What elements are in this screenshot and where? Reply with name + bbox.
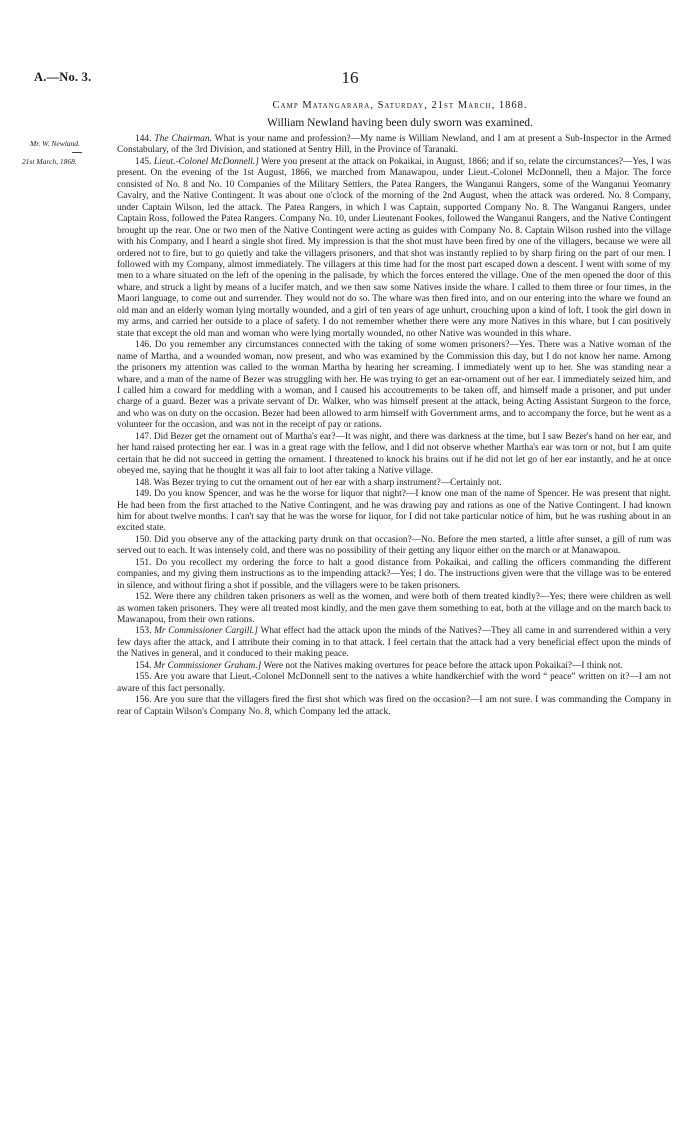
question-number: 151. — [135, 557, 156, 568]
paragraph-text: Do you recollect my ordering the force to halt a good distance from Pokaikai, and calling the officers commanding the different companies, and my giving them instructions as to the impending attack?—Yes; I do. The instructions given were that the village was to be entered in silence, and without firing a shot if possible, and the villagers were to be taken prisoners. — [117, 557, 671, 591]
question-number: 146. — [135, 340, 155, 351]
paragraph-text: Were not the Natives making overtures for peace before the attack upon Pokaikai?—I think not. — [263, 660, 623, 671]
paragraph-text: Were you present at the attack on Pokaikai, in August, 1866; and if so, relate the circumstances?—Yes, I was present. On the evening of the 1st August, 1866, we marched from Manawapou, under Lieut.-Colonel McDonnell, then a Major. The force consisted of No. 8 and No. 10 Companies of the Military Settlers, the Patea Rangers, the Wanganui Rangers, some of the Wanganui Yeomanry Cavalry, and the Native Contingent. It was about one o'clock of the morning of the 2nd August, when the attack was ordered. No. 8 Company, under Captain Wilson, led the attack. The Patea Rangers, in which I was Captain, supported Company No. 8. The Wanganui Rangers, under Captain Ross, followed the Patea Rangers. Company No. 10, under Lieutenant Fookes, followed the Wanganui Rangers, and the Native Contingent brought up the rear. One or two men of the Native Contingent were acting as guides with Company No. 8. Captain Wilson rushed into the village with his Company, and I heard a single shot fired. My impression is that the shot must have been fired by one of the villagers, because we were all ordered not to fire, but to go quietly and take the villagers prisoners, and that shot was instantly replied to by sharp firing on the part of our men. I followed with my Company, almost immediately. The villagers at this time had for the most part escaped down a descent. I went with some of my men to a whare situated on the left of the opening in the palisade, by which the forces entered the village. One of the men opened the door of this whare, and struck a light by means of a lucifer match, and we then saw some Natives inside the whare. I called to them three or four times, in the Maori language, to come out and surrender. They would not do so. The whare was then fired into, and on our entering into the whare we found an old man and an elderly woman lying mortally wounded, and a girl of ten years of age unhurt, crouching upon a kind of loft. I took the girl down in my arms, and carried her outside to a place of safety. I do not remember whether there were any more Natives in this whare, but I can positively state that except the old man and woman who were lying mortally wounded, no other Native was wounded in this whare. — [117, 156, 671, 339]
testimony-paragraph — [117, 489, 671, 535]
testimony-body — [117, 134, 671, 718]
question-number: 147. — [135, 431, 154, 442]
paragraph-text: Was Bezer trying to cut the ornament out of her ear with a sharp instrument?—Certainly not. — [153, 477, 502, 488]
paragraph-text: Do you remember any circumstances connected with the taking of some women prisoners?—Yes. There was a Native woman of the name of Martha, and a wounded woman, now present, and who was examined by the Commission this day, but I do not know her name. Among the prisoners my attention was called to the woman Martha by hearing her screaming. I immediately went up to her. She was standing near a whare, and a man of the name of Bezer was struggling with her. He was trying to get an ear-ornament out of her ear. I immediately seized him, and I called him a coward for meddling with a woman, and I caused his accoutrements to be taken off, and himself made a prisoner, and put under charge of a guard. Bezer was a private servant of Dr. Walker, who was himself present at the attack, being Acting Assistant Surgeon to the force, and who was on duty on the occasion. Bezer had been allowed to arm himself with Government arms, and to accompany the force, but he went as a volunteer for the occasion, and was not in the receipt of pay or rations. — [117, 340, 672, 431]
speaker-name: The Chairman. — [154, 134, 212, 144]
paragraph-text: What effect had the attack upon the minds of the Natives?—They all came in and surrendered within a very few days after the attack, and I attribute their coming in to that attack. I feel certain that the attack had a very beneficial effect upon the minds of the Natives in general, and it conduced to their making peace. — [117, 626, 671, 660]
question-number: 152. — [135, 592, 155, 603]
question-number: 156. — [135, 695, 154, 706]
paragraph-text: Do you know Spencer, and was he the worse for liquor that night?—I know one man of the name of Spencer. He was present that night. He had been from the first attached to the Native Contingent, and he was drawing pay and rations as one of the Native Contingent. I had known him for about twelve months. I can't say that he was the worse for liquor, for I did not take particular notice of him, but he was rushing about in an excited state. — [117, 489, 672, 534]
paragraph-text: Did Bezer get the ornament out of Martha's ear?—It was night, and there was darkness at the time, but I saw Bezer's hand on her ear, and her hand raised protecting her ear. I was in a great rage with the fellow, and I did not observe whether Martha's ear was torn or not, but I am quite certain that he did not succeed in getting the ornament. I threatened to knock his brains out if he did not let go of her ear instantly, and he at once obeyed me, saying that he thought it was all fair to loot after taking a Native village. — [117, 431, 672, 477]
paragraph-text: Did you observe any of the attacking party drunk on that occasion?—No. Before the men started, a little after sunset, a gill of rum was served out to each. It was intensely cold, and there was no possibility of their getting any liquor either on the march or at Manawapou. — [117, 534, 672, 557]
speaker-name: Mr Commissioner Graham.] — [153, 660, 262, 671]
margin-divider — [72, 152, 82, 153]
paragraph-text: Were there any children taken prisoners as well as the women, and were both of them treated kindly?—Yes; there were children as well as women taken prisoners. They were all treated most kindly, and the men gave them something to eat, both at the village and on the march back to Mawanapou, from their own rations. — [117, 592, 672, 626]
testimony-paragraph — [117, 672, 671, 695]
paragraph-text: Are you sure that the villagers fired the first shot which was fired on the occasion?—I am not sure. I was commanding the Company in rear of Captain Wilson's Company No. 8, which Company led the attack. — [117, 695, 671, 717]
testimony-paragraph — [117, 558, 671, 592]
margin-note — [22, 138, 112, 167]
question-number: 144. — [135, 134, 155, 144]
testimony-paragraph — [117, 661, 671, 672]
question-number: 154. — [135, 660, 154, 671]
question-number: 153. — [135, 626, 155, 637]
question-number: 149. — [135, 489, 155, 500]
sworn-statement: William Newland having been duly sworn was examined. — [267, 117, 533, 129]
question-number: 148. — [135, 477, 154, 488]
page-number: 16 — [341, 68, 359, 87]
section-heading: Camp Matangarara, Saturday, 21st March, 1868. — [272, 100, 528, 111]
paragraph-text: Are you aware that Lieut.-Colonel McDonnell sent to the natives a white handkerchief with the word “ peace” written on it?—I am not aware of this fact personally. — [117, 672, 672, 694]
testimony-paragraph — [117, 432, 671, 478]
question-number: 150. — [135, 534, 155, 545]
testimony-paragraph — [117, 626, 671, 660]
speaker-name: Lieut.-Colonel McDonnell.] — [153, 156, 259, 167]
testimony-paragraph — [117, 695, 671, 718]
question-number: 155. — [135, 672, 154, 683]
testimony-paragraph — [117, 535, 671, 558]
page-header — [0, 70, 700, 90]
question-number: 145. — [135, 156, 154, 167]
margin-date: 21st March, 1868. — [22, 157, 77, 166]
testimony-paragraph — [117, 134, 671, 157]
paragraph-text: What is your name and profession?—My name is William Newland, and I am at present a Sub-Inspector in the Armed Constabulary, of the 3rd Division, and stationed at Sentry Hill, in the Province of Taranaki. — [117, 134, 671, 156]
testimony-paragraph — [117, 340, 671, 432]
speaker-name: Mr Commissioner Cargill.] — [154, 626, 258, 637]
testimony-paragraph — [117, 592, 671, 626]
document-reference: A.—No. 3. — [34, 70, 92, 84]
testimony-paragraph — [117, 478, 671, 489]
margin-witness-name: Mr. W. Newland. — [30, 139, 80, 148]
testimony-paragraph — [117, 157, 671, 340]
